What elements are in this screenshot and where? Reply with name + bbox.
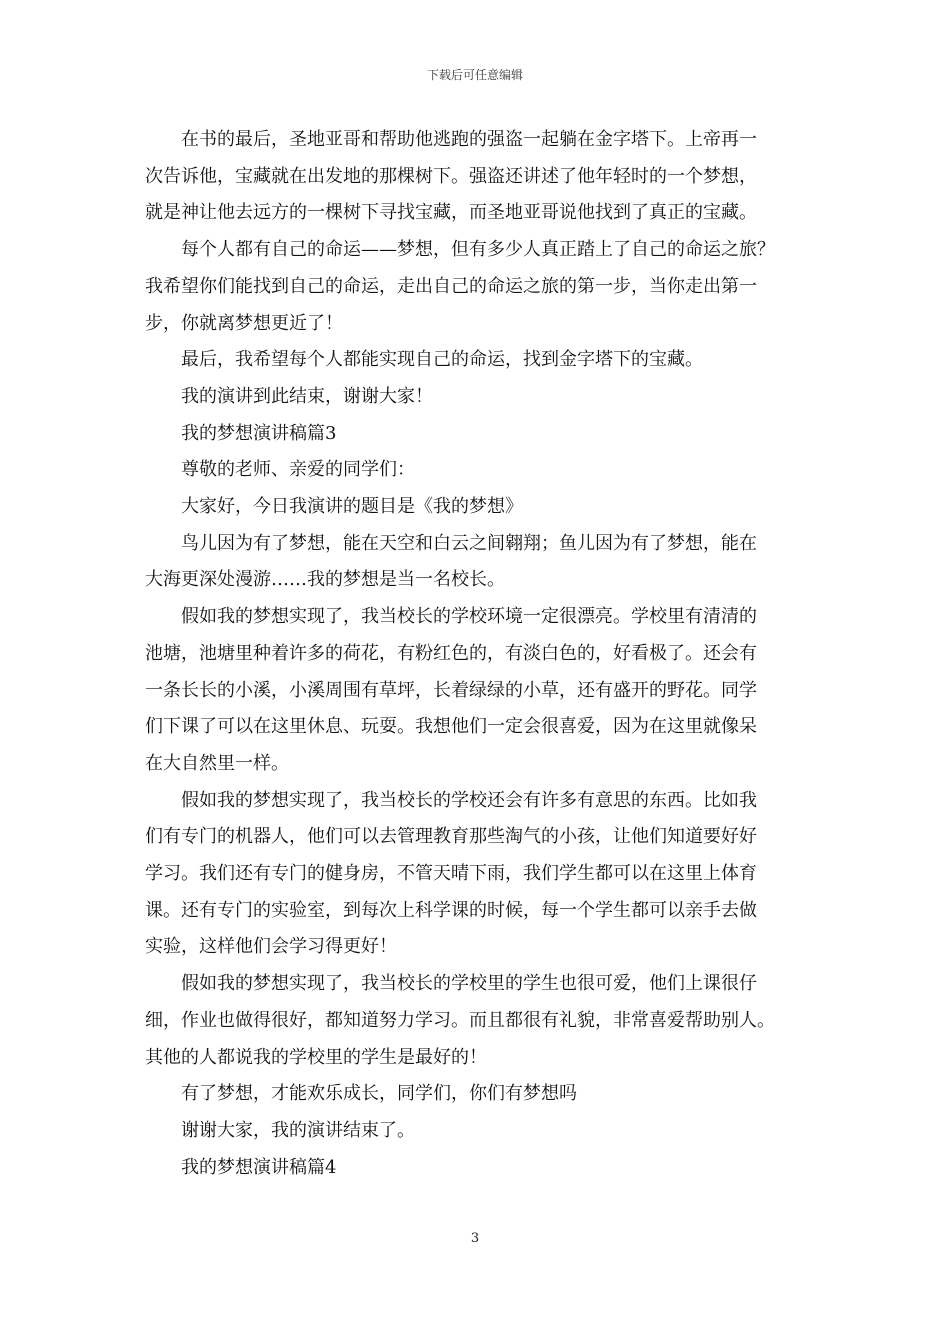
text-line: 假如我的梦想实现了，我当校长的学校里的学生也很可爱，他们上课很仔 <box>181 973 757 995</box>
page-number: 3 <box>470 1231 480 1246</box>
text-line: 步，你就离梦想更近了！ <box>145 312 343 334</box>
text-line: 课。还有专门的实验室，到每次上科学课的时候，每一个学生都可以亲手去做 <box>145 899 757 921</box>
text-line: 鸟儿因为有了梦想，能在天空和白云之间翱翔；鱼儿因为有了梦想，能在 <box>181 532 757 554</box>
text-line: 尊敬的老师、亲爱的同学们： <box>181 459 415 481</box>
text-line: 我希望你们能找到自己的命运，走出自己的命运之旅的第一步，当你走出第一 <box>145 275 757 297</box>
page-header: 下载后可任意编辑 <box>426 68 523 82</box>
text-line: 假如我的梦想实现了，我当校长的学校还会有许多有意思的东西。比如我 <box>181 789 757 811</box>
text-line: 们下课了可以在这里休息、玩耍。我想他们一定会很喜爱，因为在这里就像呆 <box>145 716 757 738</box>
text-line: 在大自然里一样。 <box>145 752 289 774</box>
document-body <box>145 122 817 1186</box>
text-line: 其他的人都说我的学校里的学生是最好的！ <box>145 1046 487 1068</box>
text-line: 一条长长的小溪，小溪周围有草坪，长着绿绿的小草，还有盛开的野花。同学 <box>145 679 757 701</box>
text-line: 学习。我们还有专门的健身房，不管天晴下雨，我们学生都可以在这里上体育 <box>145 863 757 885</box>
text-line: 有了梦想，才能欢乐成长，同学们，你们有梦想吗 <box>181 1083 577 1105</box>
section-heading: 我的梦想演讲稿篇4 <box>181 1156 337 1178</box>
text-line: 就是神让他去远方的一棵树下寻找宝藏，而圣地亚哥说他找到了真正的宝藏。 <box>145 202 757 224</box>
text-line: 每个人都有自己的命运——梦想，但有多少人真正踏上了自己的命运之旅？ <box>181 239 775 261</box>
text-line: 最后，我希望每个人都能实现自己的命运，找到金字塔下的宝藏。 <box>181 349 703 371</box>
text-line: 池塘，池塘里种着许多的荷花，有粉红色的，有淡白色的，好看极了。还会有 <box>145 642 757 664</box>
text-line: 实验，这样他们会学习得更好！ <box>145 936 397 958</box>
text-line: 在书的最后，圣地亚哥和帮助他逃跑的强盗一起躺在金字塔下。上帝再一 <box>181 129 757 150</box>
text-line: 次告诉他，宝藏就在出发地的那棵树下。强盗还讲述了他年轻时的一个梦想， <box>145 165 757 187</box>
text-line: 大海更深处漫游……我的梦想是当一名校长。 <box>145 569 505 591</box>
text-line: 我的演讲到此结束，谢谢大家！ <box>181 385 433 407</box>
text-line: 大家好，今日我演讲的题目是《我的梦想》 <box>181 496 523 518</box>
text-line: 们有专门的机器人，他们可以去管理教育那些淘气的小孩，让他们知道要好好 <box>145 826 757 848</box>
text-line: 谢谢大家，我的演讲结束了。 <box>181 1119 415 1141</box>
text-line: 假如我的梦想实现了，我当校长的学校环境一定很漂亮。学校里有清清的 <box>181 606 757 628</box>
section-heading: 我的梦想演讲稿篇3 <box>181 422 337 444</box>
text-line: 细，作业也做得很好，都知道努力学习。而且都很有礼貌，非常喜爱帮助别人。 <box>145 1009 775 1031</box>
